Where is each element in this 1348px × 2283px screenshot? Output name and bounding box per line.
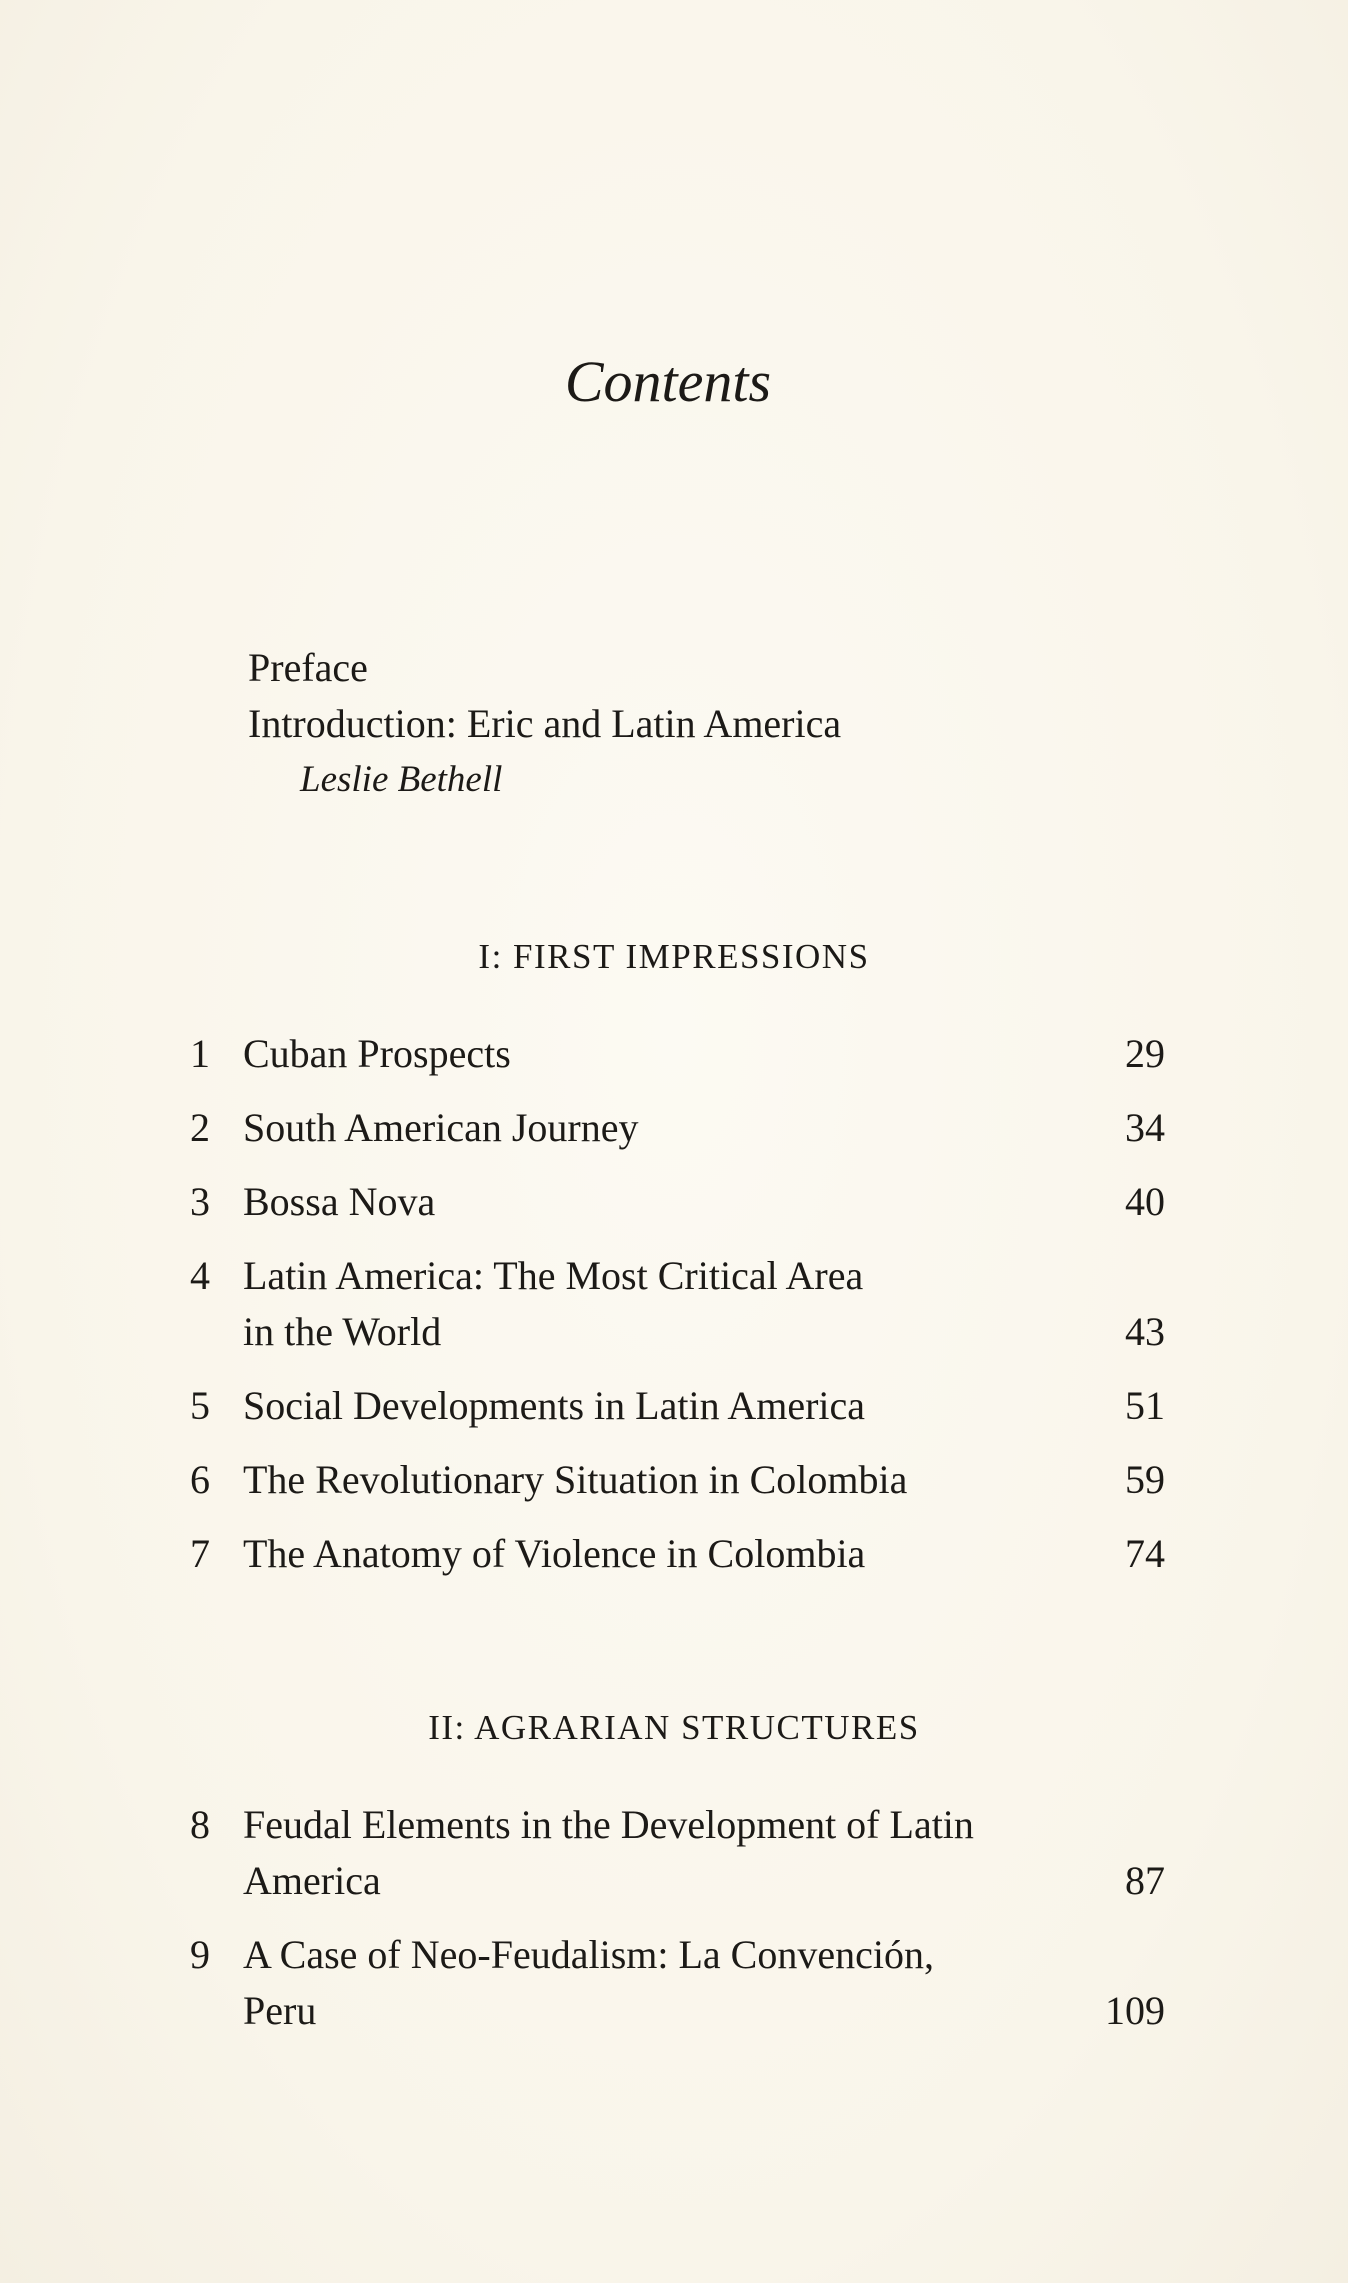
toc-part-1 (190, 1026, 1165, 1582)
chapter-number: 3 (190, 1179, 210, 1224)
chapter-title-line: Feudal Elements in the Development of Latin (243, 1802, 974, 1847)
page-number: 43 (1125, 1309, 1165, 1354)
chapter-title-line: in the World (243, 1309, 442, 1354)
chapter-number: 9 (190, 1932, 210, 1977)
part-heading-agrarian-structures: II: AGRARIAN STRUCTURES (428, 1708, 920, 1747)
chapter-title-line: America (243, 1858, 381, 1903)
chapter-number: 5 (190, 1383, 210, 1428)
page-number: 40 (1125, 1179, 1165, 1224)
toc-entry[interactable] (190, 1378, 1165, 1434)
page-number: 109 (1105, 1988, 1165, 2033)
chapter-number: 8 (190, 1802, 210, 1847)
chapter-title: Bossa Nova (243, 1179, 436, 1224)
chapter-title: Cuban Prospects (243, 1031, 511, 1076)
chapter-title: South American Journey (243, 1105, 639, 1150)
introduction-author: Leslie Bethell (300, 759, 503, 800)
chapter-number: 7 (190, 1531, 210, 1576)
page-number: 87 (1125, 1858, 1165, 1903)
part-heading-first-impressions: I: FIRST IMPRESSIONS (478, 937, 870, 976)
toc-entry[interactable] (190, 1100, 1165, 1156)
toc-part-2 (190, 1797, 1165, 2039)
chapter-number: 4 (190, 1253, 210, 1298)
toc-entry[interactable] (190, 1248, 1165, 1360)
chapter-title-line: Peru (243, 1988, 317, 2033)
page-number: 29 (1125, 1031, 1165, 1076)
introduction-entry[interactable]: Introduction: Eric and Latin America (248, 701, 842, 746)
toc-entry[interactable] (190, 1526, 1165, 1582)
chapter-number: 2 (190, 1105, 210, 1150)
chapter-number: 6 (190, 1457, 210, 1502)
chapter-title-line: Latin America: The Most Critical Area (243, 1253, 864, 1298)
toc-entry[interactable] (190, 1452, 1165, 1508)
page-number: 74 (1125, 1531, 1165, 1576)
toc-entry[interactable] (190, 1927, 1165, 2039)
chapter-title: The Revolutionary Situation in Colombia (243, 1457, 908, 1502)
preface-entry[interactable]: Preface (248, 645, 368, 690)
toc-entry[interactable] (190, 1797, 1165, 1909)
chapter-number: 1 (190, 1031, 210, 1076)
chapter-title: Social Developments in Latin America (243, 1383, 866, 1428)
chapter-title-line: A Case of Neo-Feudalism: La Convención, (243, 1932, 934, 1977)
page-number: 34 (1125, 1105, 1165, 1150)
chapter-title: The Anatomy of Violence in Colombia (243, 1531, 866, 1576)
page-number: 51 (1125, 1383, 1165, 1428)
toc-entry[interactable] (190, 1174, 1165, 1230)
page-title: Contents (564, 349, 772, 414)
toc-entry[interactable] (190, 1026, 1165, 1082)
page-number: 59 (1125, 1457, 1165, 1502)
front-matter (248, 640, 841, 808)
